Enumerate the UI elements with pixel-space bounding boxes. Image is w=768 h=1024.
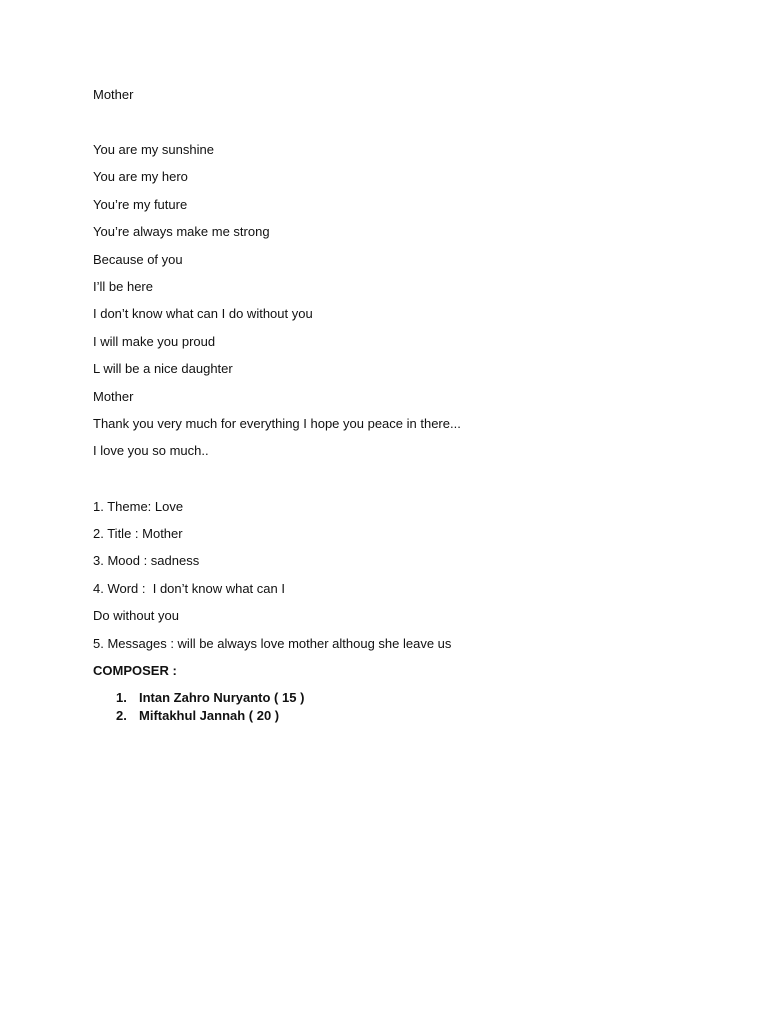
poem-line: I’ll be here xyxy=(93,278,153,294)
composer-name: Intan Zahro Nuryanto ( 15 ) xyxy=(139,690,305,706)
analysis-list xyxy=(93,498,713,653)
poem-title: Mother xyxy=(93,87,134,102)
analysis-item: 3. Mood : sadness xyxy=(93,553,200,569)
composer-name: Miftakhul Jannah ( 20 ) xyxy=(139,708,280,724)
composer-number: 1. xyxy=(116,690,127,706)
analysis-item: Do without you xyxy=(93,608,179,624)
poem-line: You are my sunshine xyxy=(93,142,214,157)
poem-body xyxy=(93,141,713,460)
composer-label: COMPOSER : xyxy=(93,663,177,679)
poem-line: L will be a nice daughter xyxy=(93,361,233,377)
poem-line: Mother xyxy=(93,388,134,404)
composer-list xyxy=(93,689,713,725)
section-gap xyxy=(93,470,713,498)
analysis-item: 4. Word : I don’t know what can I xyxy=(93,580,285,596)
analysis-item: 5. Messages : will be always love mother althoug she leave us xyxy=(93,635,452,651)
analysis-item: 2. Title : Mother xyxy=(93,526,183,542)
analysis-item: 1. Theme: Love xyxy=(93,498,184,514)
poem-line: You’re always make me strong xyxy=(93,224,270,240)
composer-number: 2. xyxy=(116,708,127,724)
document-content xyxy=(93,86,713,725)
poem-line: Because of you xyxy=(93,251,183,267)
composer-item xyxy=(93,689,713,707)
poem-line: I will make you proud xyxy=(93,333,216,349)
poem-line: I love you so much.. xyxy=(93,443,209,459)
poem-line: You’re my future xyxy=(93,196,188,212)
composer-item xyxy=(93,707,713,725)
poem-line: I don’t know what can I do without you xyxy=(93,306,313,322)
poem-line: Thank you very much for everything I hope you peace in there... xyxy=(93,415,461,431)
poem-line: You are my hero xyxy=(93,169,188,185)
